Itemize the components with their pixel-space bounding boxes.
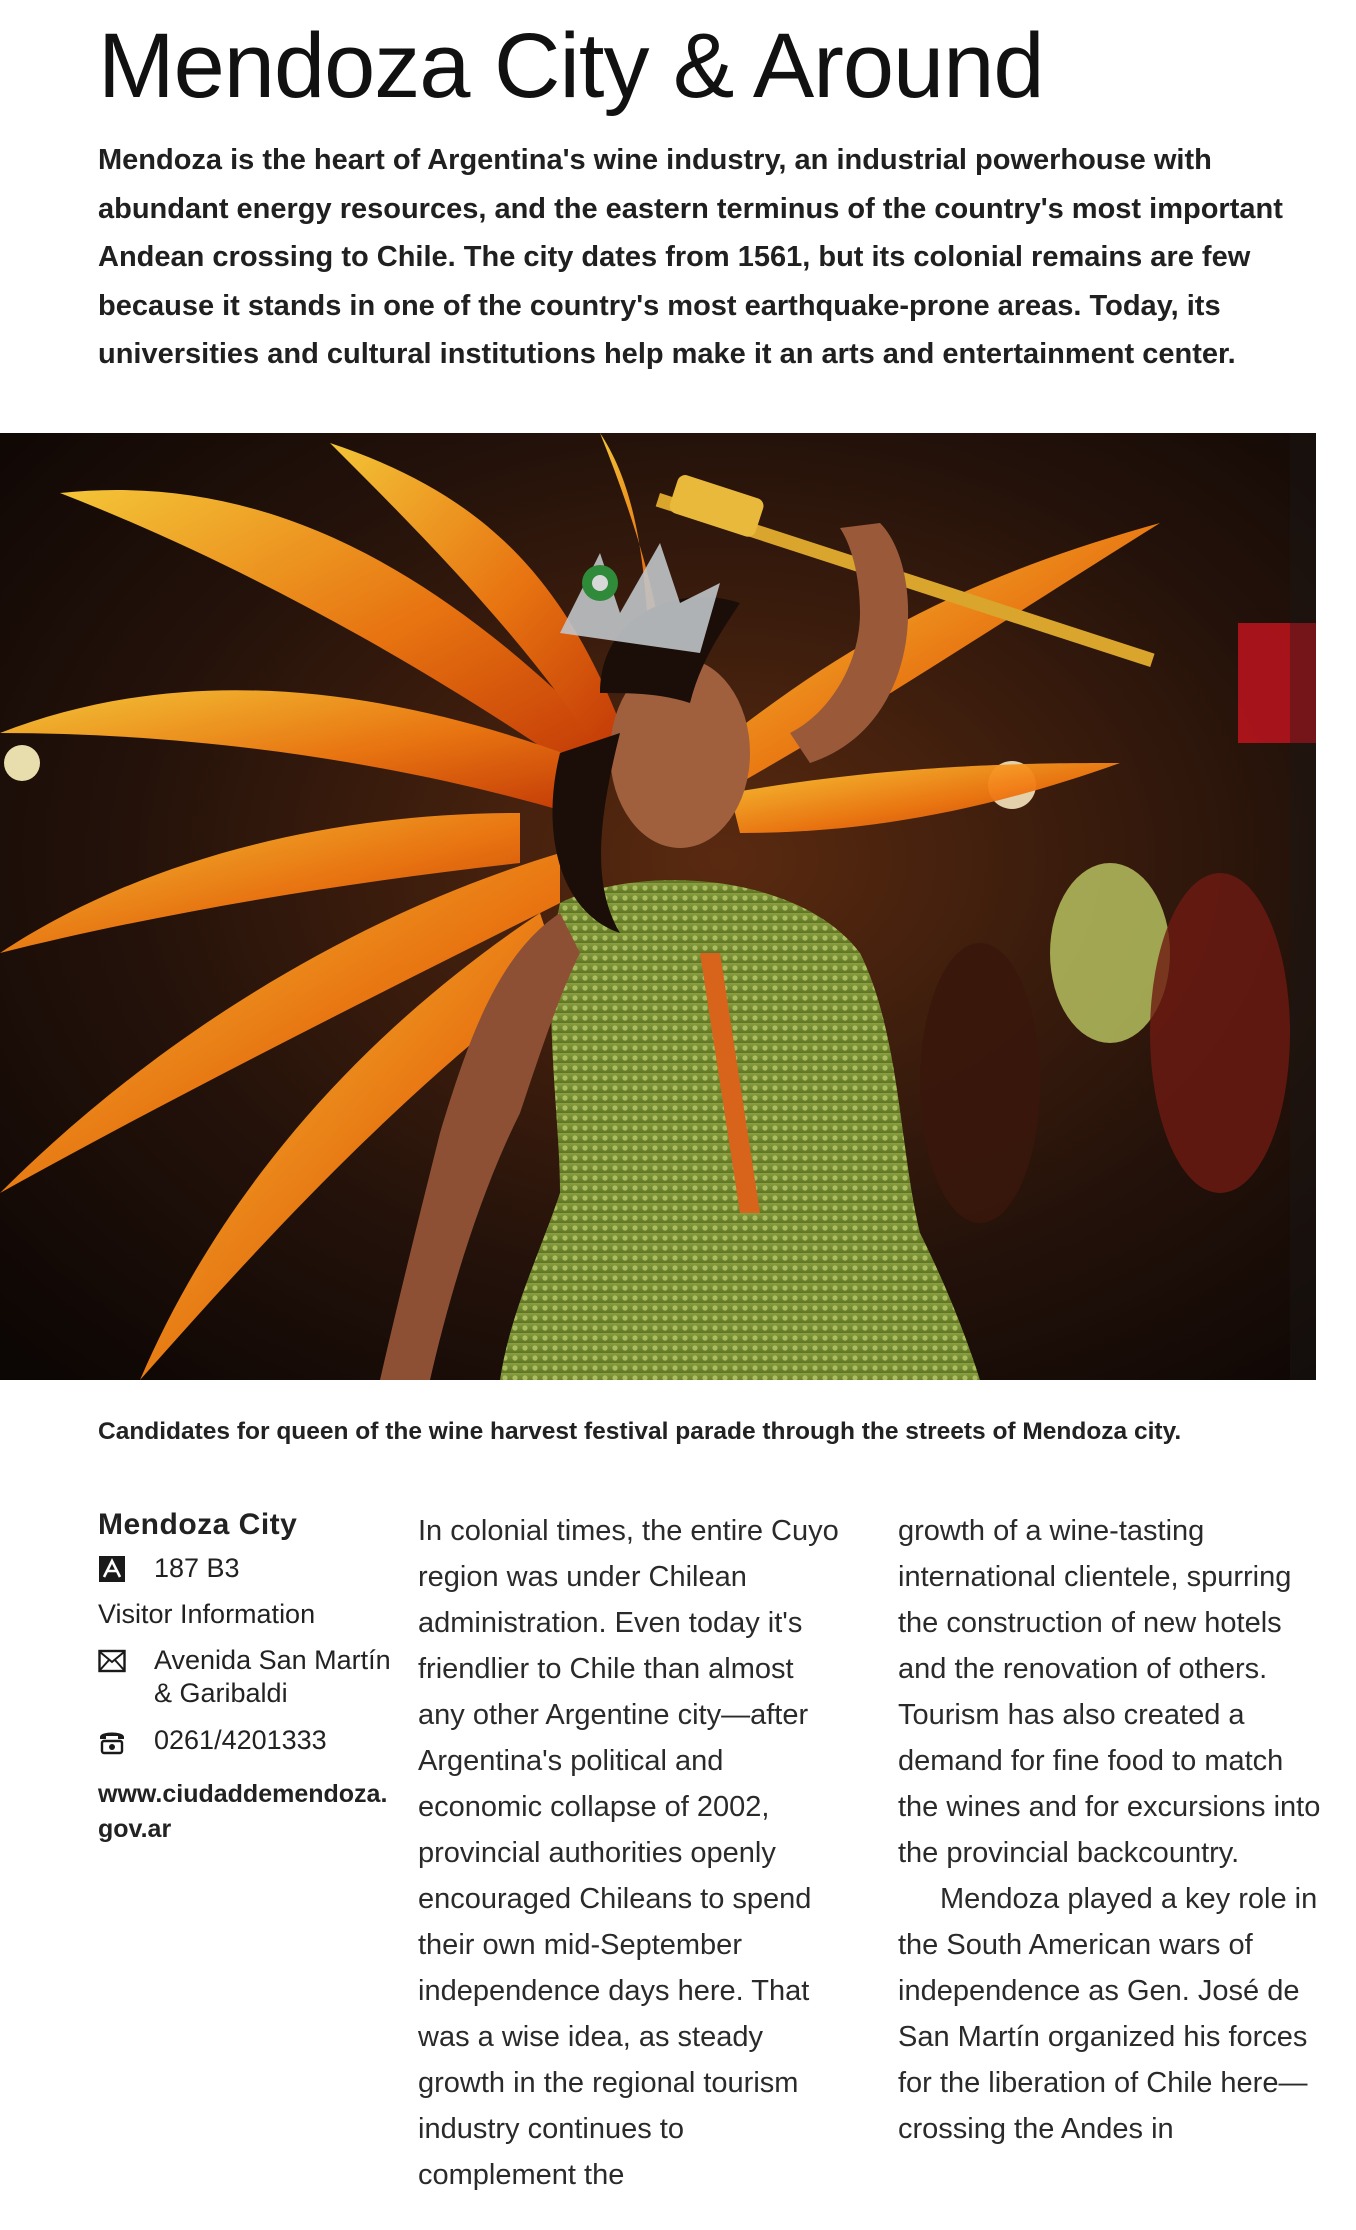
body-paragraph-1: In colonial times, the entire Cuyo region was under Chilean administration. Even today it's friendlier to Chile than almost any other Argentine city—after Argentina's political and economic collapse of 2002, provincial authorities openly encouraged Chileans to spend their own mid-September independence days here. That was a wise idea, as steady growth in the regional tourism industry continues to complement the	[418, 1515, 839, 2191]
photo-caption: Candidates for queen of the wine harvest festival parade through the streets of Mendoza city.	[98, 1418, 1182, 1445]
website-link[interactable]: www.ciudaddemendoza.gov.ar	[98, 1780, 388, 1843]
phone-icon	[98, 1727, 126, 1755]
envelope-icon	[98, 1647, 126, 1675]
phone-row	[98, 1724, 398, 1757]
address-row	[98, 1644, 398, 1710]
page-title: Mendoza City & Around	[98, 15, 1044, 117]
sidebar-heading: Mendoza City	[98, 1508, 298, 1541]
visitor-info-heading: Visitor Information	[98, 1599, 316, 1629]
phone-text: 0261/4201333	[154, 1725, 327, 1755]
festival-photo	[0, 433, 1316, 1380]
map-icon	[98, 1555, 126, 1583]
address-text: Avenida San Martín & Garibaldi	[154, 1645, 391, 1708]
map-reference	[98, 1552, 398, 1585]
body-column-2	[898, 1508, 1326, 2152]
info-sidebar	[98, 1508, 398, 1847]
body-paragraph-3: Mendoza played a key role in the South American wars of independence as Gen. José de San Martín organized his forces for the liberation of Chile here—crossing the Andes in	[898, 1883, 1318, 2145]
map-ref-text: 187 B3	[154, 1553, 240, 1583]
intro-paragraph: Mendoza is the heart of Argentina's wine industry, an industrial powerhouse with abundant energy resources, and the eastern terminus of the country's most important Andean crossing to Chile. The city dates from 1561, but its colonial remains are few because it stands in one of the country's most earthquake-prone areas. Today, its universities and cultural institutions help make it an arts and entertainment center.	[98, 144, 1283, 370]
body-column-1	[418, 1508, 846, 2198]
body-paragraph-2: growth of a wine-tasting international clientele, spurring the construction of new hotels and the renovation of others. Tourism has also created a demand for fine food to match the wines and for excursions into the provincial backcountry.	[898, 1515, 1321, 1869]
